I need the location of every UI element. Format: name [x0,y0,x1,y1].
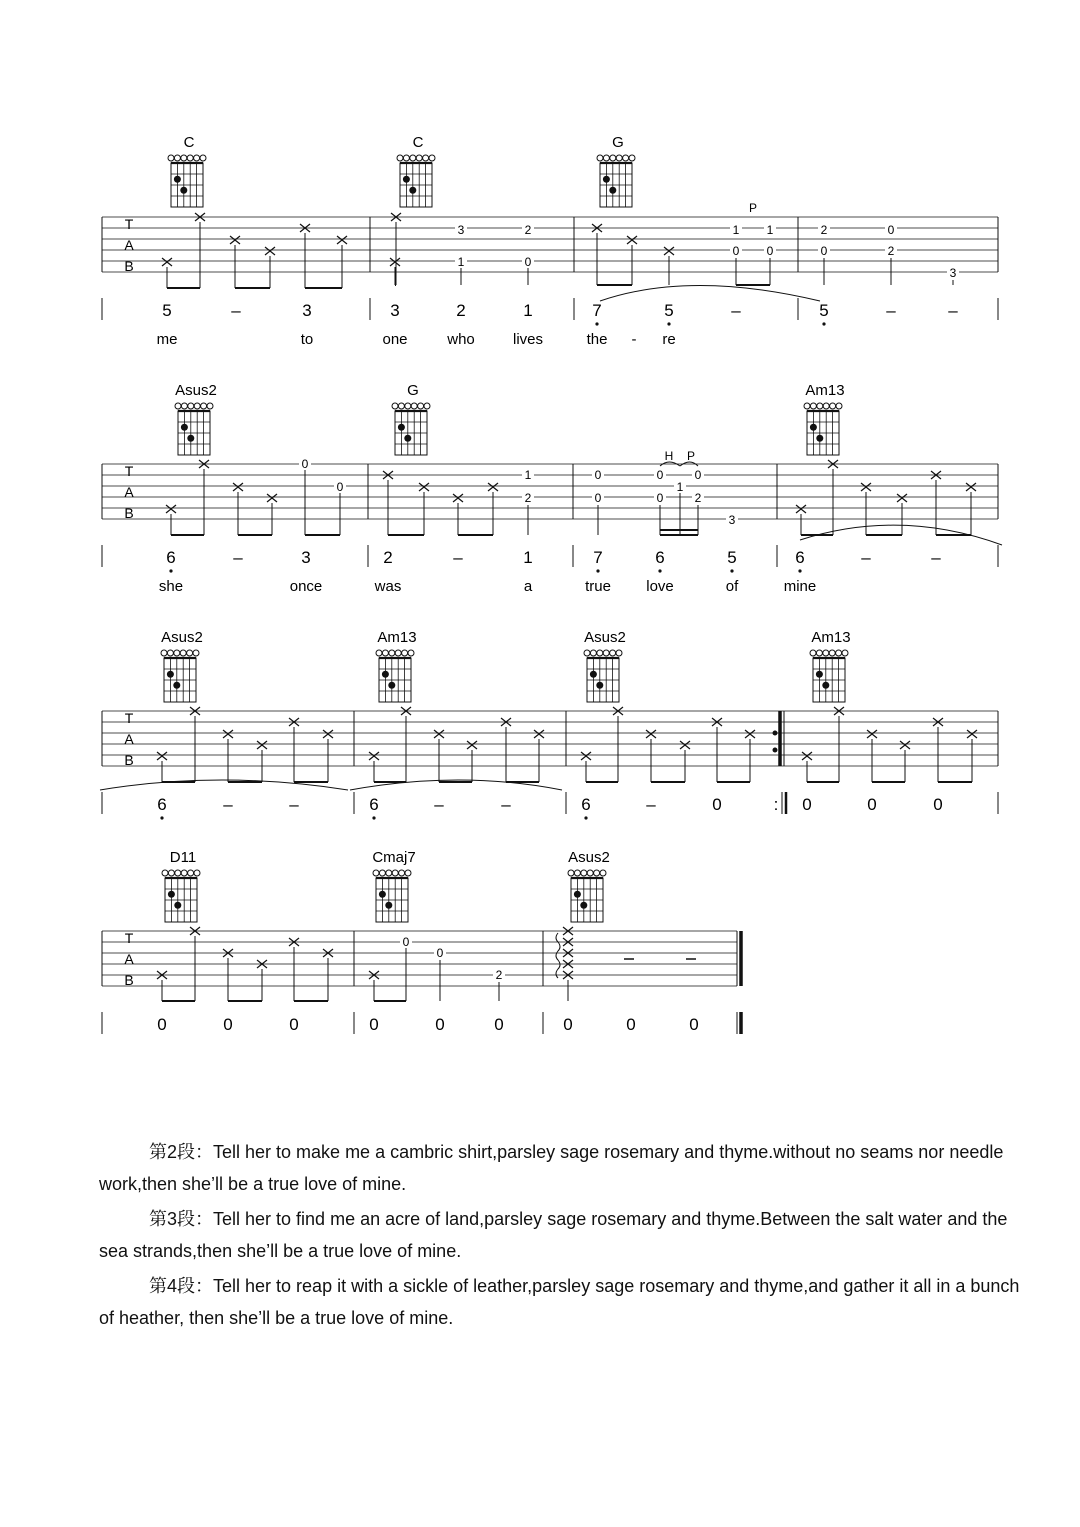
tab-x-note [230,236,240,244]
jianpu-note: – [861,548,871,567]
jianpu-note: – [501,795,511,814]
octave-dot [730,569,733,572]
jianpu-note: 0 [563,1015,573,1034]
tab-x-note [434,730,444,738]
open-string-dot [429,155,435,161]
finger-dot [603,176,610,183]
tab-x-note [646,730,656,738]
finger-dot [822,682,829,689]
finger-dot [385,902,392,909]
octave-dot [658,569,661,572]
jianpu-note: – [948,301,958,320]
jianpu-note: – [453,548,463,567]
fret-number: 0 [656,491,664,505]
finger-dot [180,187,187,194]
lyric-word: of [725,578,739,595]
tab-x-note [802,752,812,760]
tab-x-note [223,730,233,738]
open-string-dot [188,403,194,409]
tab-x-note [680,741,690,749]
lyric-word: who [447,331,475,348]
octave-dot [372,816,375,819]
jianpu-note: 5 [819,301,829,320]
open-string-dot [804,403,810,409]
fret-number: 0 [766,244,774,258]
jianpu-note: 0 [626,1015,636,1034]
fret-number: 3 [949,266,957,280]
chord-name: Cmaj7 [372,849,416,866]
finger-dot [167,671,174,678]
lyric-word: one [382,331,408,348]
finger-dot [590,671,597,678]
fret-number: 0 [594,468,602,482]
open-string-dot [403,155,409,161]
jianpu-note: 6 [655,548,665,567]
tab-x-note [966,483,976,491]
finger-dot [409,187,416,194]
open-string-dot [574,870,580,876]
fret-number: 2 [524,491,532,505]
octave-dot [584,816,587,819]
open-string-dot [194,155,200,161]
open-string-dot [423,155,429,161]
open-string-dot [603,650,609,656]
fret-number: 3 [457,223,465,237]
open-string-dot [842,650,848,656]
tab-x-note [861,483,871,491]
tab-x-note [166,505,176,513]
fret-number: 1 [457,255,465,269]
open-string-dot [405,870,411,876]
open-string-dot [382,650,388,656]
octave-dot [822,322,825,325]
jianpu-note: – [646,795,656,814]
open-string-dot [181,870,187,876]
finger-dot [609,187,616,194]
open-string-dot [395,650,401,656]
open-string-dot [167,650,173,656]
open-string-dot [392,870,398,876]
jianpu-note: 1 [523,548,533,567]
tab-x-note [796,505,806,513]
technique-pull-off: P [748,201,758,215]
open-string-dot [405,403,411,409]
lyric-word: re [662,331,676,348]
open-string-dot [187,650,193,656]
tab-x-note [488,483,498,491]
jianpu-note: 7 [592,301,602,320]
open-string-dot [168,870,174,876]
jianpu-note: 2 [456,301,466,320]
fret-number: 2 [887,244,895,258]
fret-number: 0 [820,244,828,258]
tab-x-note [627,236,637,244]
finger-dot [816,435,823,442]
chord-name: Am13 [805,382,845,399]
finger-dot [403,176,410,183]
open-string-dot [410,155,416,161]
open-string-dot [376,650,382,656]
open-string-dot [568,870,574,876]
fret-number: 2 [495,968,503,982]
open-string-dot [402,650,408,656]
repeat-dot [773,748,778,753]
fret-number: 0 [656,468,664,482]
jianpu-note: 7 [593,548,603,567]
jianpu-note: 0 [712,795,722,814]
open-string-dot [200,155,206,161]
jianpu-note: – [289,795,299,814]
repeat-dot [773,731,778,736]
lyric-word: true [585,578,611,595]
finger-dot [174,176,181,183]
open-string-dot [392,403,398,409]
open-string-dot [597,155,603,161]
jianpu-note: – [223,795,233,814]
tab-clef-a: A [124,951,134,967]
octave-dot [160,816,163,819]
finger-dot [580,902,587,909]
octave-dot [596,569,599,572]
jianpu-note: 5 [664,301,674,320]
open-string-dot [584,650,590,656]
tie-slur [600,286,820,302]
open-string-dot [194,870,200,876]
jianpu-note: 0 [369,1015,379,1034]
open-string-dot [386,870,392,876]
open-string-dot [594,870,600,876]
open-string-dot [408,650,414,656]
finger-dot [810,424,817,431]
jianpu-note: 0 [933,795,943,814]
lyric-word: a [523,578,533,595]
open-string-dot [816,650,822,656]
open-string-dot [399,870,405,876]
jianpu-note: 6 [581,795,591,814]
open-string-dot [600,870,606,876]
lyric-word: me [156,331,178,348]
open-string-dot [181,155,187,161]
chord-name: D11 [169,849,197,866]
open-string-dot [389,650,395,656]
tab-x-note [337,236,347,244]
tab-x-note [369,752,379,760]
open-string-dot [207,403,213,409]
tab-x-note [581,752,591,760]
tab-clef-t: T [124,463,134,479]
fret-number: 0 [301,457,309,471]
lyric-word: was [374,578,402,595]
tab-x-note [390,258,400,266]
tab-x-note [157,752,167,760]
octave-dot [667,322,670,325]
open-string-dot [836,403,842,409]
finger-dot [379,891,386,898]
open-string-dot [398,403,404,409]
finger-dot [816,671,823,678]
jianpu-note: 0 [289,1015,299,1034]
open-string-dot [581,870,587,876]
open-string-dot [590,650,596,656]
open-string-dot [603,155,609,161]
fret-number: 1 [524,468,532,482]
jianpu-note: 6 [157,795,167,814]
tab-clef-t: T [124,930,134,946]
fret-number: 0 [694,468,702,482]
octave-dot [169,569,172,572]
lyric-word: the [586,331,608,348]
lyric-word: once [289,578,323,595]
open-string-dot [174,650,180,656]
fret-number: 0 [732,244,740,258]
jianpu-note: 0 [494,1015,504,1034]
chord-name: C [412,134,424,151]
technique-pull-off: P [686,449,696,463]
tab-x-note [419,483,429,491]
chord-name: C [183,134,195,151]
finger-dot [187,435,194,442]
finger-dot [404,435,411,442]
jianpu-note: – [231,301,241,320]
fret-number: 1 [766,223,774,237]
jianpu-note: 6 [795,548,805,567]
open-string-dot [411,403,417,409]
jianpu-note: 0 [867,795,877,814]
fret-number: 0 [887,223,895,237]
finger-dot [398,424,405,431]
chord-name: Am13 [377,629,417,646]
open-string-dot [810,403,816,409]
fret-number: 3 [728,513,736,527]
tab-clef-a: A [124,237,134,253]
open-string-dot [161,650,167,656]
open-string-dot [175,403,181,409]
open-string-dot [629,155,635,161]
jianpu-note: 2 [383,548,393,567]
chord-name: Asus2 [175,382,217,399]
open-string-dot [188,870,194,876]
tab-x-note [534,730,544,738]
chord-name: Asus2 [161,629,203,646]
open-string-dot [187,155,193,161]
chord-name: Asus2 [584,629,626,646]
tab-clef-b: B [124,258,134,274]
open-string-dot [397,155,403,161]
octave-dot [798,569,801,572]
tab-x-note [900,741,910,749]
tab-x-note [162,258,172,266]
tab-x-note [967,730,977,738]
jianpu-note: 3 [301,548,311,567]
open-string-dot [180,650,186,656]
open-string-dot [587,870,593,876]
technique-hammer-on: H [664,449,674,463]
fret-number: 1 [676,480,684,494]
tab-x-note [867,730,877,738]
tab-x-note [267,494,277,502]
lyric-word: love [646,578,674,595]
tab-x-note [257,741,267,749]
fret-number: 0 [436,946,444,960]
open-string-dot [616,650,622,656]
open-string-dot [829,650,835,656]
open-string-dot [379,870,385,876]
arpeggio-mark [556,933,560,978]
fret-number: 0 [336,480,344,494]
open-string-dot [817,403,823,409]
fret-number: 2 [524,223,532,237]
fret-number: 0 [594,491,602,505]
open-string-dot [162,870,168,876]
jianpu-note: 0 [802,795,812,814]
finger-dot [181,424,188,431]
lyric-word: she [158,578,184,595]
chord-name: G [407,382,419,399]
lyric-word: mine [783,578,817,595]
jianpu-note: – [434,795,444,814]
open-string-dot [823,403,829,409]
tab-clef-a: A [124,484,134,500]
fret-number: 0 [524,255,532,269]
open-string-dot [424,403,430,409]
open-string-dot [610,650,616,656]
open-string-dot [194,403,200,409]
lyric-word: to [300,331,314,348]
open-string-dot [623,155,629,161]
tab-clef-b: B [124,505,134,521]
jianpu-note: – [731,301,741,320]
open-string-dot [830,403,836,409]
lyric-word: lives [512,331,544,348]
fret-number: 0 [402,935,410,949]
finger-dot [174,902,181,909]
chord-name: Asus2 [568,849,610,866]
jianpu-note: 6 [369,795,379,814]
fret-number: 2 [694,491,702,505]
open-string-dot [597,650,603,656]
jianpu-note: 0 [223,1015,233,1034]
open-string-dot [373,870,379,876]
open-string-dot [174,155,180,161]
chord-name: G [612,134,624,151]
chord-name: Am13 [811,629,851,646]
open-string-dot [175,870,181,876]
tab-x-note [664,247,674,255]
octave-dot [595,322,598,325]
open-string-dot [610,155,616,161]
jianpu-note: – [233,548,243,567]
tab-x-note [323,730,333,738]
tab-clef-b: B [124,972,134,988]
open-string-dot [416,155,422,161]
lyric-word: - [631,331,637,348]
open-string-dot [418,403,424,409]
jianpu-note: 0 [157,1015,167,1034]
jianpu-note: 5 [162,301,172,320]
open-string-dot [193,650,199,656]
finger-dot [382,671,389,678]
finger-dot [596,682,603,689]
finger-dot [574,891,581,898]
tab-x-note [233,483,243,491]
open-string-dot [201,403,207,409]
tab-x-note [265,247,275,255]
repeat-sign: : [773,795,779,814]
tab-x-note [897,494,907,502]
tab-x-note [453,494,463,502]
open-string-dot [616,155,622,161]
fret-number: 2 [820,223,828,237]
finger-dot [388,682,395,689]
verse-4: 第4段：Tell her to reap it with a sickle of leather,parsley sage rosemary and thyme,and gather it all in a bunch of heather, then she’ll be a true love of mine. [99,1276,1020,1328]
verse-2: 第2段：Tell her to make me a cambric shirt,parsley sage rosemary and thyme.without no seams nor needle work,then she’ll be a true love of mine. [99,1142,1004,1194]
verse-3: 第3段：Tell her to find me an acre of land,parsley sage rosemary and thyme.Between the salt water and the sea strands,then she’ll be a true love of mine. [99,1209,1008,1261]
finger-dot [168,891,175,898]
verse-lyrics [99,1136,1024,1337]
tab-x-note [745,730,755,738]
jianpu-note: 0 [435,1015,445,1034]
jianpu-note: 3 [390,301,400,320]
tab-clef-t: T [124,710,134,726]
tab-x-note [467,741,477,749]
tab-clef-a: A [124,731,134,747]
fret-number: 1 [732,223,740,237]
open-string-dot [836,650,842,656]
jianpu-note: – [886,301,896,320]
jianpu-note: – [931,548,941,567]
open-string-dot [181,403,187,409]
jianpu-note: 6 [166,548,176,567]
tab-clef-t: T [124,216,134,232]
finger-dot [173,682,180,689]
jianpu-note: 1 [523,301,533,320]
open-string-dot [810,650,816,656]
open-string-dot [168,155,174,161]
jianpu-note: 3 [302,301,312,320]
jianpu-note: 0 [689,1015,699,1034]
open-string-dot [823,650,829,656]
jianpu-note: 5 [727,548,737,567]
tab-clef-b: B [124,752,134,768]
